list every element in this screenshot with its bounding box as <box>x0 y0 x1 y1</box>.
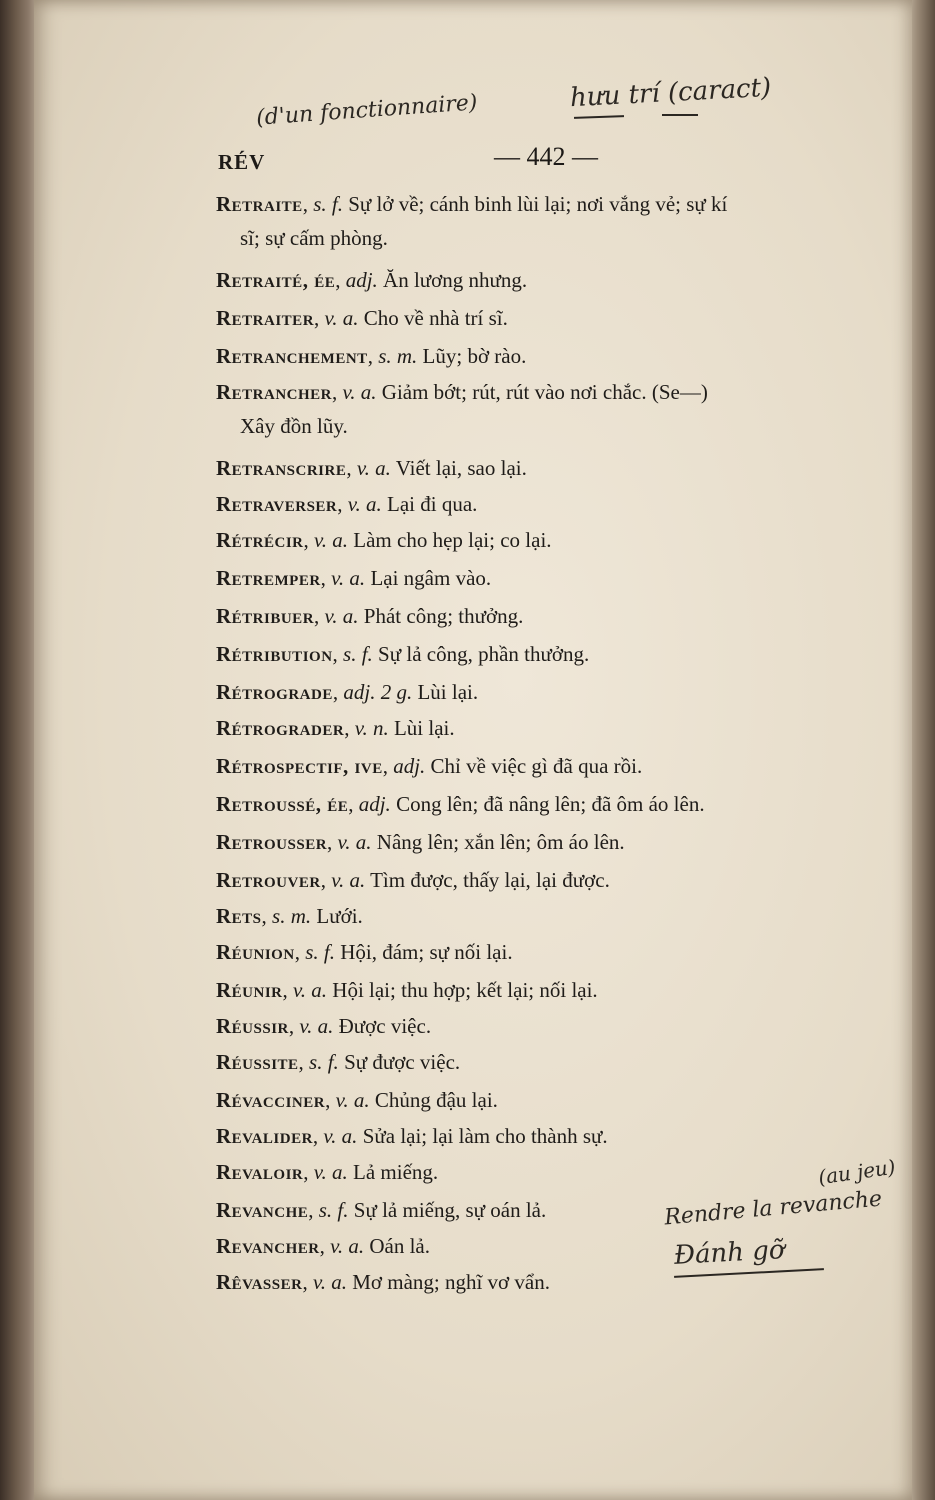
grammar-label: v. a. <box>293 978 328 1002</box>
handwritten-margin-note: Rendre la revanche <box>663 1186 883 1231</box>
grammar-label: s. f. <box>313 192 343 216</box>
grammar-label: v. a. <box>323 1124 358 1148</box>
dictionary-entry: Retraité, ée, adj. Ăn lương nhưng. <box>216 268 528 292</box>
dictionary-entry: Retraverser, v. a. Lại đi qua. <box>216 492 478 516</box>
dictionary-entry: Rétribuer, v. a. Phát công; thưởng. <box>216 604 524 628</box>
headword: Rétrospectif, ive <box>216 754 383 778</box>
definition: Nâng lên; xắn lên; ôm áo lên. <box>376 830 625 854</box>
definition: Oán lả. <box>369 1234 430 1258</box>
dictionary-entry: Retraite, s. f. Sự lở về; cánh binh lùi lại; nơi vắng vẻ; sự kí sĩ; sự cấm phòng. <box>216 192 728 250</box>
grammar-label: s. m. <box>272 904 312 928</box>
headword: Retroussé, ée <box>216 792 349 816</box>
headword: Revancher <box>216 1234 320 1258</box>
definition: Chỉ về việc gì đã qua rồi. <box>430 754 643 778</box>
headword: Retranscrire <box>216 456 347 480</box>
definition: Sự lả miếng, sự oán lả. <box>353 1198 547 1222</box>
headword: Revalider <box>216 1124 313 1148</box>
definition: Sự lở về; cánh binh lùi lại; nơi vắng vẻ; sự kí <box>348 192 728 216</box>
definition: Hội lại; thu hợp; kết lại; nối lại. <box>332 978 598 1002</box>
dictionary-entry: Rétrécir, v. a. Làm cho hẹp lại; co lại. <box>216 528 552 552</box>
grammar-label: v. a. <box>347 492 382 516</box>
headword: Réunion <box>216 940 295 964</box>
grammar-label: v. a. <box>312 1270 347 1294</box>
dictionary-entry: Rétrospectif, ive, adj. Chỉ về việc gì đã qua rồi. <box>216 754 643 778</box>
definition: Sự được việc. <box>344 1050 461 1074</box>
grammar-label: v. a. <box>314 528 349 552</box>
dictionary-entry: Révacciner, v. a. Chủng đậu lại. <box>216 1088 498 1112</box>
headword: Retraiter <box>216 306 315 330</box>
dictionary-page <box>34 0 912 1500</box>
dictionary-entry: Retrouver, v. a. Tìm được, thấy lại, lại được. <box>216 868 610 892</box>
definition: Cho về nhà trí sĩ. <box>363 306 508 330</box>
handwritten-note-top-left: (d'un fonctionnaire) <box>255 90 479 131</box>
definition: Phát công; thưởng. <box>363 604 524 628</box>
handwritten-note-top-right: hưu trí (caract) <box>569 72 772 114</box>
grammar-label: s. f. <box>318 1198 349 1222</box>
dictionary-entry: Réussir, v. a. Được việc. <box>216 1014 432 1038</box>
headword: Revanche <box>216 1198 309 1222</box>
definition-continuation: Xây đồn lũy. <box>240 414 348 438</box>
headword: Rétrécir <box>216 528 304 552</box>
dictionary-entry: Rétrograder, v. n. Lùi lại. <box>216 716 455 740</box>
dictionary-entry: Retranscrire, v. a. Viết lại, sao lại. <box>216 456 527 480</box>
definition: Mơ màng; nghĩ vơ vẩn. <box>352 1270 550 1294</box>
definition: Ăn lương nhưng. <box>383 268 528 292</box>
definition: Lại ngâm vào. <box>370 566 492 590</box>
grammar-label: v. a. <box>356 456 391 480</box>
definition: Lùi lại. <box>393 716 455 740</box>
grammar-label: v. a. <box>330 1234 365 1258</box>
dictionary-entry: Réunion, s. f. Hội, đám; sự nối lại. <box>216 940 513 964</box>
dictionary-entry: Retraiter, v. a. Cho về nhà trí sĩ. <box>216 306 508 330</box>
grammar-label: s. f. <box>305 940 335 964</box>
grammar-label: adj. <box>358 792 391 816</box>
headword: Révacciner <box>216 1088 326 1112</box>
dictionary-entry: Revaloir, v. a. Lả miếng. <box>216 1160 439 1184</box>
page-number: — 442 — <box>494 142 598 171</box>
handwritten-margin-note: Đánh gỡ <box>673 1235 786 1271</box>
grammar-label: v. n. <box>354 716 389 740</box>
grammar-label: adj. 2 g. <box>343 680 413 704</box>
definition: Lùi lại. <box>417 680 479 704</box>
grammar-label: adj. <box>393 754 426 778</box>
headword: Revaloir <box>216 1160 304 1184</box>
headword: Rétribuer <box>216 604 315 628</box>
definition-continuation: sĩ; sự cấm phòng. <box>240 226 388 250</box>
dictionary-entry: Rets, s. m. Lưới. <box>216 904 363 928</box>
definition: Chủng đậu lại. <box>374 1088 498 1112</box>
definition: Lưới. <box>316 904 363 928</box>
dictionary-entry: Retranchement, s. m. Lũy; bờ rào. <box>216 344 527 368</box>
grammar-label: v. a. <box>324 604 359 628</box>
definition: Sự lả công, phần thưởng. <box>378 642 590 666</box>
definition: Giảm bớt; rút, rút vào nơi chắc. (Se—) <box>381 380 708 404</box>
headword: Retraité, ée <box>216 268 336 292</box>
definition: Được việc. <box>338 1014 432 1038</box>
grammar-label: v. a. <box>335 1088 370 1112</box>
dictionary-entry: Réunir, v. a. Hội lại; thu hợp; kết lại; nối lại. <box>216 978 598 1002</box>
grammar-label: v. a. <box>324 306 359 330</box>
definition: Viết lại, sao lại. <box>395 456 527 480</box>
grammar-label: adj. <box>345 268 378 292</box>
dictionary-entry: Retremper, v. a. Lại ngâm vào. <box>216 566 492 590</box>
headword: Réunir <box>216 978 283 1002</box>
headword: Rets <box>216 904 262 928</box>
dictionary-entry: Retrousser, v. a. Nâng lên; xắn lên; ôm áo lên. <box>216 830 625 854</box>
grammar-label: v. a. <box>342 380 377 404</box>
dictionary-entry: Revancher, v. a. Oán lả. <box>216 1234 430 1258</box>
dictionary-entry: Revalider, v. a. Sửa lại; lại làm cho thành sự. <box>216 1124 608 1148</box>
definition: Làm cho hẹp lại; co lại. <box>353 528 552 552</box>
headword: Retrousser <box>216 830 328 854</box>
definition: Hội, đám; sự nối lại. <box>340 940 513 964</box>
definition: Lũy; bờ rào. <box>422 344 527 368</box>
definition: Sửa lại; lại làm cho thành sự. <box>362 1124 608 1148</box>
headword: Retremper <box>216 566 321 590</box>
dictionary-entry: Rêvasser, v. a. Mơ màng; nghĩ vơ vẩn. <box>216 1270 550 1294</box>
definition: Lả miếng. <box>353 1160 439 1184</box>
grammar-label: v. a. <box>331 566 366 590</box>
headword: Rétribution <box>216 642 333 666</box>
handwritten-underline <box>574 115 624 119</box>
handwritten-underline <box>662 114 698 116</box>
headword: Rétrograder <box>216 716 345 740</box>
grammar-label: v. a. <box>299 1014 334 1038</box>
dictionary-entry: Retroussé, ée, adj. Cong lên; đã nâng lên; đã ôm áo lên. <box>216 792 705 816</box>
headword: Réussite <box>216 1050 299 1074</box>
definition: Cong lên; đã nâng lên; đã ôm áo lên. <box>396 792 705 816</box>
headword: Retrancher <box>216 380 333 404</box>
headword: Retrouver <box>216 868 321 892</box>
running-head: RÉV <box>218 150 266 174</box>
headword: Retraite <box>216 192 303 216</box>
definition: Tìm được, thấy lại, lại được. <box>370 868 610 892</box>
grammar-label: s. f. <box>343 642 373 666</box>
headword: Retraverser <box>216 492 338 516</box>
grammar-label: v. a. <box>313 1160 348 1184</box>
headword: Rêvasser <box>216 1270 303 1294</box>
grammar-label: v. a. <box>337 830 372 854</box>
headword: Rétrograde <box>216 680 333 704</box>
dictionary-entry: Retrancher, v. a. Giảm bớt; rút, rút vào nơi chắc. (Se—) Xây đồn lũy. <box>216 380 708 438</box>
headword: Retranchement <box>216 344 368 368</box>
grammar-label: s. f. <box>309 1050 339 1074</box>
handwritten-margin-note: (au jeu) <box>816 1154 897 1190</box>
dictionary-entry: Réussite, s. f. Sự được việc. <box>216 1050 461 1074</box>
headword: Réussir <box>216 1014 289 1038</box>
dictionary-entry: Rétribution, s. f. Sự lả công, phần thưởng. <box>216 642 590 666</box>
grammar-label: s. m. <box>378 344 418 368</box>
dictionary-entry: Revanche, s. f. Sự lả miếng, sự oán lả. <box>216 1198 547 1222</box>
definition: Lại đi qua. <box>387 492 478 516</box>
grammar-label: v. a. <box>331 868 366 892</box>
dictionary-entry: Rétrograde, adj. 2 g. Lùi lại. <box>216 680 479 704</box>
